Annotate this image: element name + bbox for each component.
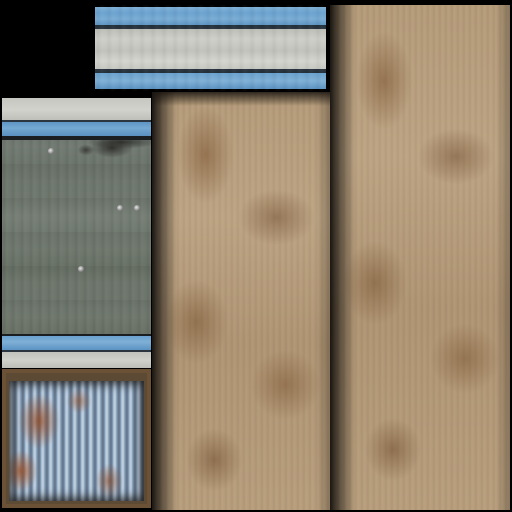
concrete-right-texture: [330, 5, 510, 510]
rivet-icon: [134, 205, 140, 211]
rivet-icon: [117, 205, 123, 211]
wall-stains: [2, 140, 151, 334]
top-shadow: [152, 92, 330, 106]
wall-left-texture: [2, 98, 151, 368]
rivet-icon: [48, 148, 54, 154]
concrete-middle-texture: [152, 92, 330, 510]
corrugated-metal-texture: [2, 369, 151, 508]
trim-top-texture: [95, 5, 326, 91]
rivet-icon: [78, 266, 84, 272]
corrugated-sheet: [9, 381, 144, 501]
